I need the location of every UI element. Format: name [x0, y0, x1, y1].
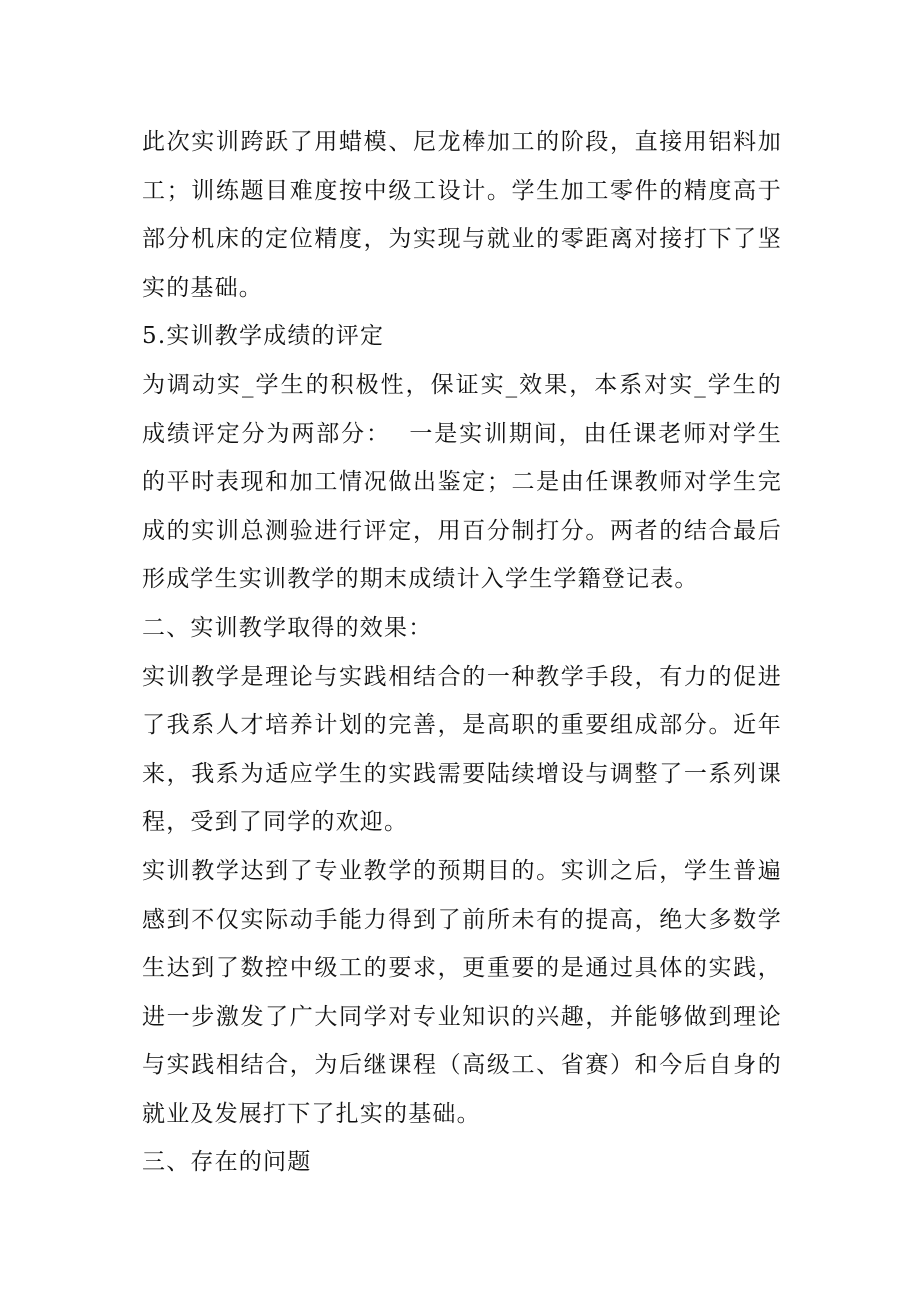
text-line: 实的基础。 [142, 274, 263, 301]
text-line: 实训教学达到了专业教学的预期目的。实训之后，学生普遍 [142, 857, 782, 884]
section-heading-effects [142, 604, 782, 653]
text-line: 工；训练题目难度按中级工设计。学生加工零件的精度高于 [142, 177, 782, 204]
text-line: 程，受到了同学的欢迎。 [142, 809, 409, 836]
heading-text: 5.实训教学成绩的评定 [142, 323, 385, 350]
text-line: 进一步激发了广大同学对专业知识的兴趣，并能够做到理论 [142, 1003, 782, 1030]
text-line: 就业及发展打下了扎实的基础。 [142, 1100, 481, 1127]
text-line: 实训教学是理论与实践相结合的一种教学手段，有力的促进 [142, 663, 782, 690]
text-line: 此次实训跨跃了用蜡模、尼龙棒加工的阶段，直接用铝料加 [142, 129, 782, 155]
section-heading-grade-evaluation [142, 312, 782, 361]
heading-text: 三、存在的问题 [142, 1149, 312, 1176]
document-body [142, 118, 782, 1187]
text-line: 形成学生实训教学的期末成绩计入学生学籍登记表。 [142, 566, 699, 593]
paragraph-teaching-goals [142, 847, 782, 1139]
paragraph-grade-evaluation [142, 361, 782, 604]
text-line: 感到不仅实际动手能力得到了前所未有的提高，绝大多数学 [142, 906, 782, 933]
section-heading-problems [142, 1138, 782, 1187]
text-line: 部分机床的定位精度，为实现与就业的零距离对接打下了坚 [142, 226, 782, 253]
text-line: 来，我系为适应学生的实践需要陆续增设与调整了一系列课 [142, 760, 782, 787]
text-line: 成的实训总测验进行评定，用百分制打分。两者的结合最后 [142, 517, 782, 544]
text-line: 了我系人才培养计划的完善，是高职的重要组成部分。近年 [142, 712, 782, 739]
text-line: 为调动实_学生的积极性，保证实_效果，本系对实_学生的 [142, 371, 782, 398]
text-line: 与实践相结合，为后继课程（高级工、省赛）和今后自身的 [142, 1052, 782, 1079]
text-line: 生达到了数控中级工的要求，更重要的是通过具体的实践， [142, 955, 782, 982]
paragraph-training-stage [142, 118, 782, 312]
heading-text: 二、实训教学取得的效果： [142, 614, 433, 641]
text-line: 的平时表现和加工情况做出鉴定；二是由任课教师对学生完 [142, 469, 782, 496]
paragraph-teaching-method [142, 653, 782, 847]
text-line: 成绩评定分为两部分： 一是实训期间，由任课老师对学生 [142, 420, 782, 447]
